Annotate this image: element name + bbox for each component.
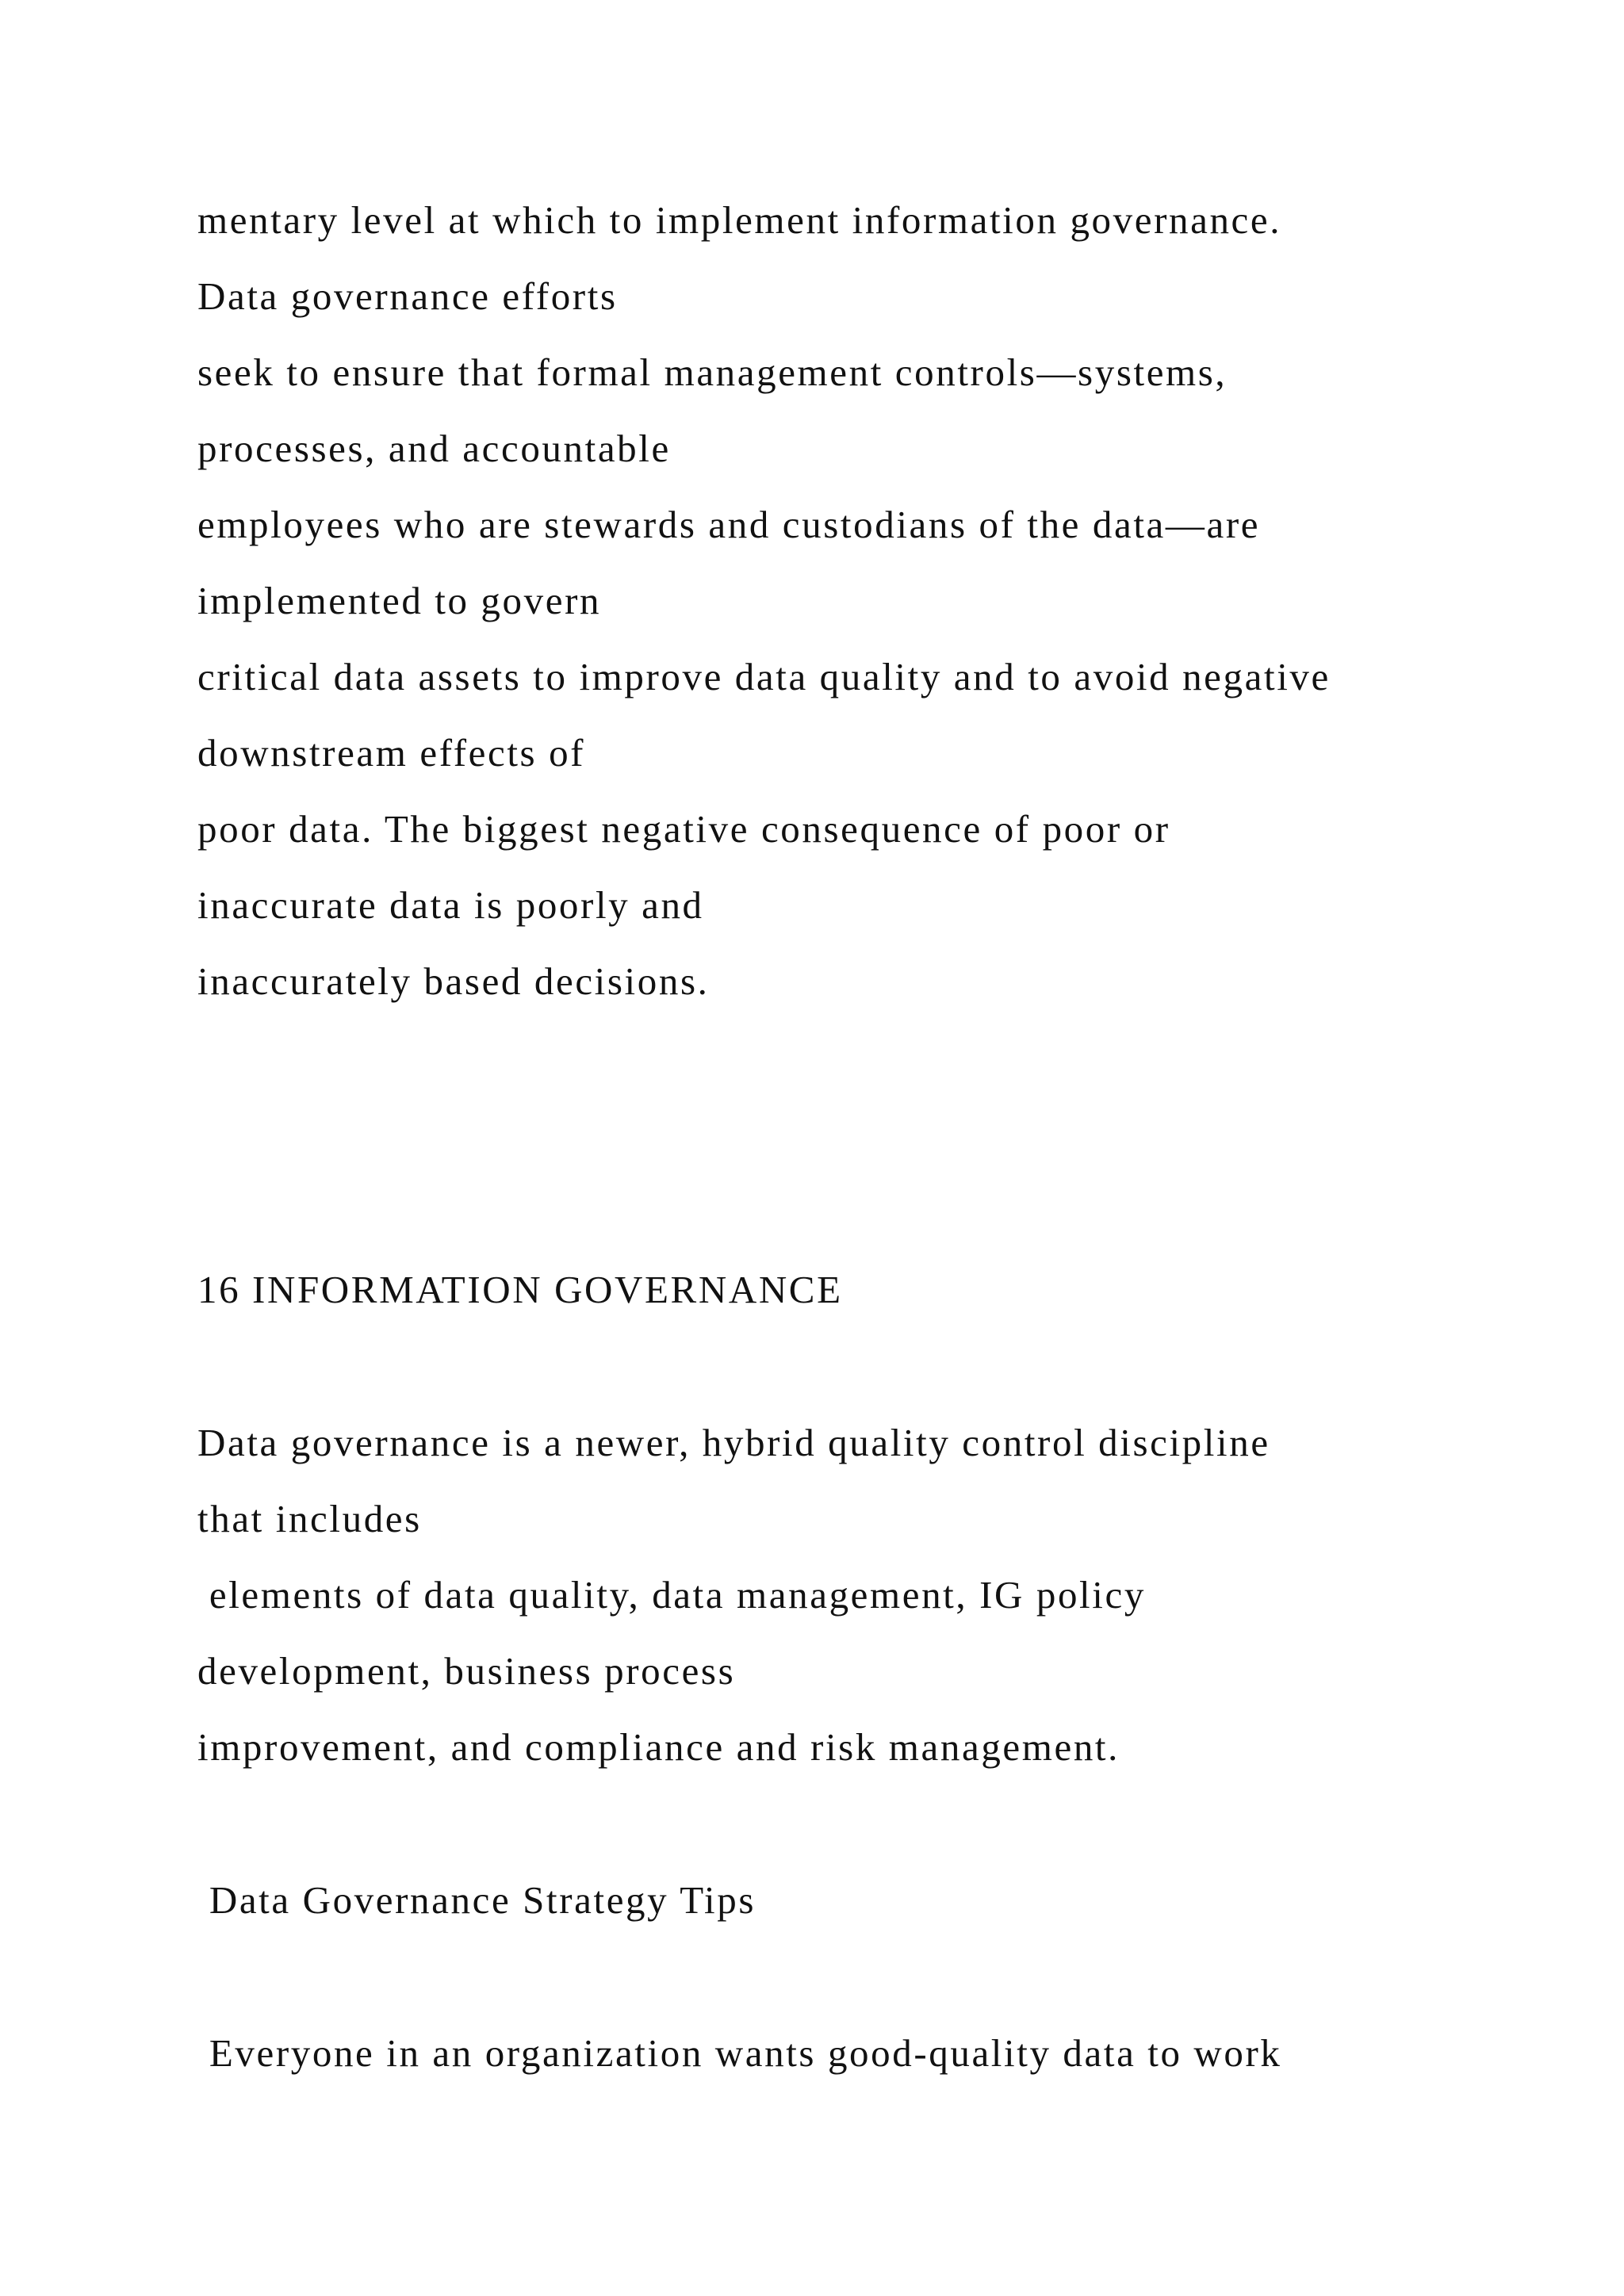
body-line-5: employees who are stewards and custodians of the data—are bbox=[197, 503, 1261, 546]
body-line-3: seek to ensure that formal management controls—systems, bbox=[197, 350, 1228, 394]
body-line-6: implemented to govern bbox=[197, 579, 602, 622]
body-line-4: processes, and accountable bbox=[197, 427, 671, 470]
body-line-14: elements of data quality, data management, IG policy bbox=[197, 1573, 1146, 1617]
body-line-7: critical data assets to improve data quality and to avoid negative bbox=[197, 655, 1331, 698]
body-line-9: poor data. The biggest negative consequence of poor or bbox=[197, 807, 1170, 851]
body-line-17: Everyone in an organization wants good-quality data to work bbox=[197, 2031, 1282, 2075]
body-line-1: mentary level at which to implement information governance. bbox=[197, 198, 1282, 242]
section-heading: Data Governance Strategy Tips bbox=[197, 1878, 756, 1922]
body-line-11: inaccurately based decisions. bbox=[197, 959, 710, 1003]
body-line-16: improvement, and compliance and risk management. bbox=[197, 1725, 1120, 1769]
body-line-15: development, business process bbox=[197, 1649, 736, 1693]
page-header: 16 INFORMATION GOVERNANCE bbox=[197, 1268, 843, 1311]
body-line-2: Data governance efforts bbox=[197, 274, 618, 318]
body-line-13: that includes bbox=[197, 1497, 422, 1540]
body-line-10: inaccurate data is poorly and bbox=[197, 883, 704, 927]
body-line-8: downstream effects of bbox=[197, 731, 586, 775]
body-line-12: Data governance is a newer, hybrid quality control discipline bbox=[197, 1421, 1270, 1464]
